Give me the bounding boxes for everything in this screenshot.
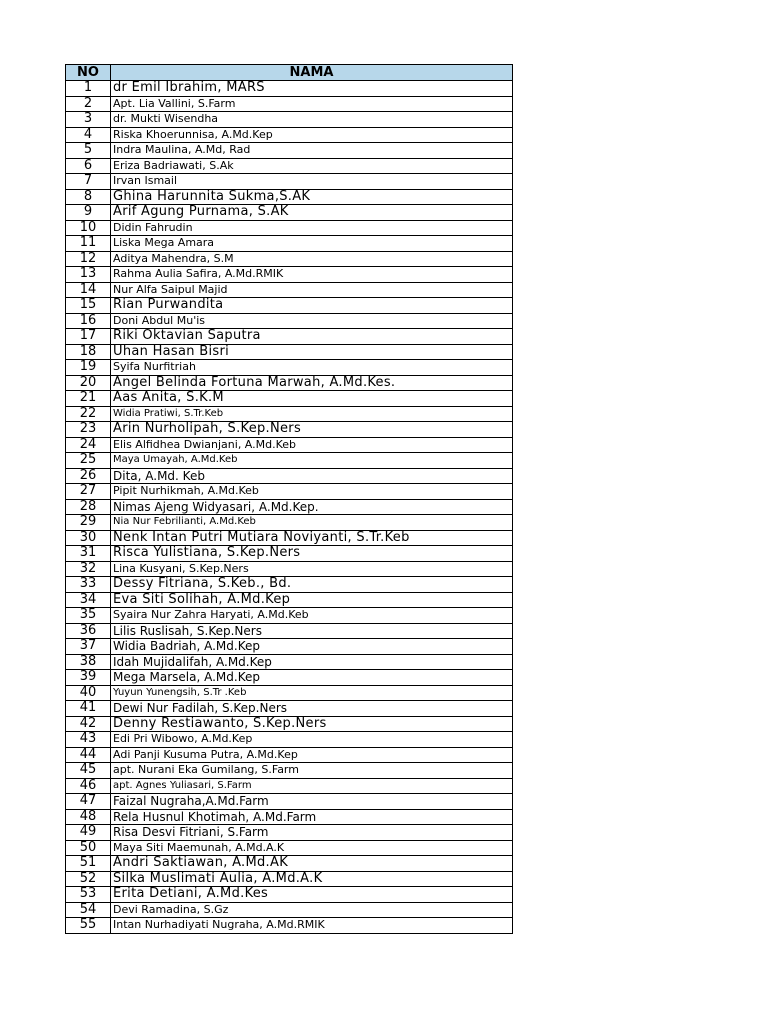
table-row: [66, 685, 513, 701]
row-name: dr Emil Ibrahim, MARS: [111, 81, 513, 97]
row-number: 30: [66, 530, 111, 546]
row-name: Apt. Lia Vallini, S.Farm: [111, 96, 513, 112]
row-name: Liska Mega Amara: [111, 236, 513, 252]
row-number: 16: [66, 313, 111, 329]
table-row: [66, 639, 513, 655]
table-row: [66, 716, 513, 732]
table-row: [66, 794, 513, 810]
table-row: [66, 747, 513, 763]
row-number: 18: [66, 344, 111, 360]
row-number: 45: [66, 763, 111, 779]
table-row: [66, 127, 513, 143]
row-name: Arin Nurholipah, S.Kep.Ners: [111, 422, 513, 438]
row-number: 40: [66, 685, 111, 701]
table-row: [66, 344, 513, 360]
row-name: Maya Umayah, A.Md.Keb: [111, 453, 513, 469]
table-row: [66, 763, 513, 779]
table-row: [66, 732, 513, 748]
row-name: Edi Pri Wibowo, A.Md.Kep: [111, 732, 513, 748]
row-name: Rahma Aulia Safira, A.Md.RMIK: [111, 267, 513, 283]
row-name: Widia Pratiwi, S.Tr.Keb: [111, 406, 513, 422]
table-row: [66, 670, 513, 686]
table-row: [66, 840, 513, 856]
row-number: 50: [66, 840, 111, 856]
table-row: [66, 360, 513, 376]
row-number: 37: [66, 639, 111, 655]
row-name: Nimas Ajeng Widyasari, A.Md.Kep.: [111, 499, 513, 515]
row-number: 15: [66, 298, 111, 314]
row-name: Aditya Mahendra, S.M: [111, 251, 513, 267]
table-row: [66, 623, 513, 639]
table-row: [66, 577, 513, 593]
row-name: Ghina Harunnita Sukma,S.AK: [111, 189, 513, 205]
row-name: Eva Siti Solihah, A.Md.Kep: [111, 592, 513, 608]
row-number: 6: [66, 158, 111, 174]
row-number: 46: [66, 778, 111, 794]
row-number: 10: [66, 220, 111, 236]
row-name: Faizal Nugraha,A.Md.Farm: [111, 794, 513, 810]
row-number: 51: [66, 856, 111, 872]
row-number: 11: [66, 236, 111, 252]
row-number: 36: [66, 623, 111, 639]
table-row: [66, 918, 513, 934]
row-name: Yuyun Yunengsih, S.Tr .Keb: [111, 685, 513, 701]
row-number: 25: [66, 453, 111, 469]
table-row: [66, 654, 513, 670]
row-name: Risca Yulistiana, S.Kep.Ners: [111, 546, 513, 562]
row-name: Riska Khoerunnisa, A.Md.Kep: [111, 127, 513, 143]
table-row: [66, 437, 513, 453]
row-number: 22: [66, 406, 111, 422]
row-name: Angel Belinda Fortuna Marwah, A.Md.Kes.: [111, 375, 513, 391]
table-row: [66, 546, 513, 562]
table-row: [66, 112, 513, 128]
table-row: [66, 313, 513, 329]
row-name: Risa Desvi Fitriani, S.Farm: [111, 825, 513, 841]
row-number: 42: [66, 716, 111, 732]
row-name: Uhan Hasan Bisri: [111, 344, 513, 360]
row-number: 14: [66, 282, 111, 298]
table-row: [66, 515, 513, 531]
row-name: Lina Kusyani, S.Kep.Ners: [111, 561, 513, 577]
table-row: [66, 608, 513, 624]
row-name: Syifa Nurfitriah: [111, 360, 513, 376]
row-name: apt. Nurani Eka Gumilang, S.Farm: [111, 763, 513, 779]
table-row: [66, 220, 513, 236]
row-number: 38: [66, 654, 111, 670]
row-number: 49: [66, 825, 111, 841]
row-name: Idah Mujidalifah, A.Md.Kep: [111, 654, 513, 670]
row-number: 27: [66, 484, 111, 500]
table-row: [66, 158, 513, 174]
row-name: Lilis Ruslisah, S.Kep.Ners: [111, 623, 513, 639]
row-name: Nur Alfa Saipul Majid: [111, 282, 513, 298]
row-number: 35: [66, 608, 111, 624]
row-number: 47: [66, 794, 111, 810]
row-number: 2: [66, 96, 111, 112]
row-number: 5: [66, 143, 111, 159]
row-number: 19: [66, 360, 111, 376]
header-no: NO: [66, 65, 111, 81]
row-name: Intan Nurhadiyati Nugraha, A.Md.RMIK: [111, 918, 513, 934]
table-row: [66, 143, 513, 159]
row-name: Dessy Fitriana, S.Keb., Bd.: [111, 577, 513, 593]
row-name: Doni Abdul Mu'is: [111, 313, 513, 329]
table-row: [66, 174, 513, 190]
table-row: [66, 375, 513, 391]
table-row: [66, 422, 513, 438]
row-name: Widia Badriah, A.Md.Kep: [111, 639, 513, 655]
table-row: [66, 391, 513, 407]
row-name: Indra Maulina, A.Md, Rad: [111, 143, 513, 159]
table-row: [66, 189, 513, 205]
row-number: 26: [66, 468, 111, 484]
row-number: 48: [66, 809, 111, 825]
table-row: [66, 561, 513, 577]
row-number: 33: [66, 577, 111, 593]
row-name: Didin Fahrudin: [111, 220, 513, 236]
row-number: 53: [66, 887, 111, 903]
row-number: 44: [66, 747, 111, 763]
row-number: 13: [66, 267, 111, 283]
row-name: Maya Siti Maemunah, A.Md.A.K: [111, 840, 513, 856]
row-name: Silka Muslimati Aulia, A.Md.A.K: [111, 871, 513, 887]
row-number: 3: [66, 112, 111, 128]
row-number: 39: [66, 670, 111, 686]
staff-table: [65, 64, 513, 934]
table-body: [66, 81, 513, 934]
row-number: 31: [66, 546, 111, 562]
row-name: Syaira Nur Zahra Haryati, A.Md.Keb: [111, 608, 513, 624]
row-name: Pipit Nurhikmah, A.Md.Keb: [111, 484, 513, 500]
row-number: 12: [66, 251, 111, 267]
header-nama: NAMA: [111, 65, 513, 81]
table-row: [66, 236, 513, 252]
table-row: [66, 484, 513, 500]
table-row: [66, 530, 513, 546]
row-name: Erita Detiani, A.Md.Kes: [111, 887, 513, 903]
table-row: [66, 81, 513, 97]
row-name: Riki Oktavian Saputra: [111, 329, 513, 345]
table-row: [66, 251, 513, 267]
table-row: [66, 902, 513, 918]
row-name: apt. Agnes Yuliasari, S.Farm: [111, 778, 513, 794]
row-number: 21: [66, 391, 111, 407]
row-number: 54: [66, 902, 111, 918]
table-row: [66, 499, 513, 515]
table-row: [66, 887, 513, 903]
row-name: Dita, A.Md. Keb: [111, 468, 513, 484]
table-row: [66, 267, 513, 283]
table-row: [66, 282, 513, 298]
row-number: 29: [66, 515, 111, 531]
table-row: [66, 96, 513, 112]
table-row: [66, 825, 513, 841]
row-number: 34: [66, 592, 111, 608]
row-name: Irvan Ismail: [111, 174, 513, 190]
row-number: 43: [66, 732, 111, 748]
row-name: Denny Restiawanto, S.Kep.Ners: [111, 716, 513, 732]
row-number: 32: [66, 561, 111, 577]
table-row: [66, 701, 513, 717]
row-name: dr. Mukti Wisendha: [111, 112, 513, 128]
table-row: [66, 778, 513, 794]
header-row: [66, 65, 513, 81]
row-name: Nenk Intan Putri Mutiara Noviyanti, S.Tr.Keb: [111, 530, 513, 546]
row-name: Rian Purwandita: [111, 298, 513, 314]
row-name: Elis Alfidhea Dwianjani, A.Md.Keb: [111, 437, 513, 453]
row-name: Arif Agung Purnama, S.AK: [111, 205, 513, 221]
table-row: [66, 809, 513, 825]
table-row: [66, 856, 513, 872]
table-row: [66, 298, 513, 314]
table-row: [66, 205, 513, 221]
row-number: 28: [66, 499, 111, 515]
row-name: Devi Ramadina, S.Gz: [111, 902, 513, 918]
table-row: [66, 871, 513, 887]
row-number: 55: [66, 918, 111, 934]
table-row: [66, 592, 513, 608]
row-name: Mega Marsela, A.Md.Kep: [111, 670, 513, 686]
row-number: 7: [66, 174, 111, 190]
table-row: [66, 329, 513, 345]
row-number: 23: [66, 422, 111, 438]
row-number: 41: [66, 701, 111, 717]
row-number: 4: [66, 127, 111, 143]
row-name: Rela Husnul Khotimah, A.Md.Farm: [111, 809, 513, 825]
table-row: [66, 406, 513, 422]
row-number: 24: [66, 437, 111, 453]
table-row: [66, 453, 513, 469]
row-number: 8: [66, 189, 111, 205]
row-number: 9: [66, 205, 111, 221]
row-number: 52: [66, 871, 111, 887]
row-name: Aas Anita, S.K.M: [111, 391, 513, 407]
table-row: [66, 468, 513, 484]
row-number: 1: [66, 81, 111, 97]
row-name: Adi Panji Kusuma Putra, A.Md.Kep: [111, 747, 513, 763]
row-name: Dewi Nur Fadilah, S.Kep.Ners: [111, 701, 513, 717]
row-name: Nia Nur Febrilianti, A.Md.Keb: [111, 515, 513, 531]
row-name: Andri Saktiawan, A.Md.AK: [111, 856, 513, 872]
row-number: 17: [66, 329, 111, 345]
row-name: Eriza Badriawati, S.Ak: [111, 158, 513, 174]
row-number: 20: [66, 375, 111, 391]
